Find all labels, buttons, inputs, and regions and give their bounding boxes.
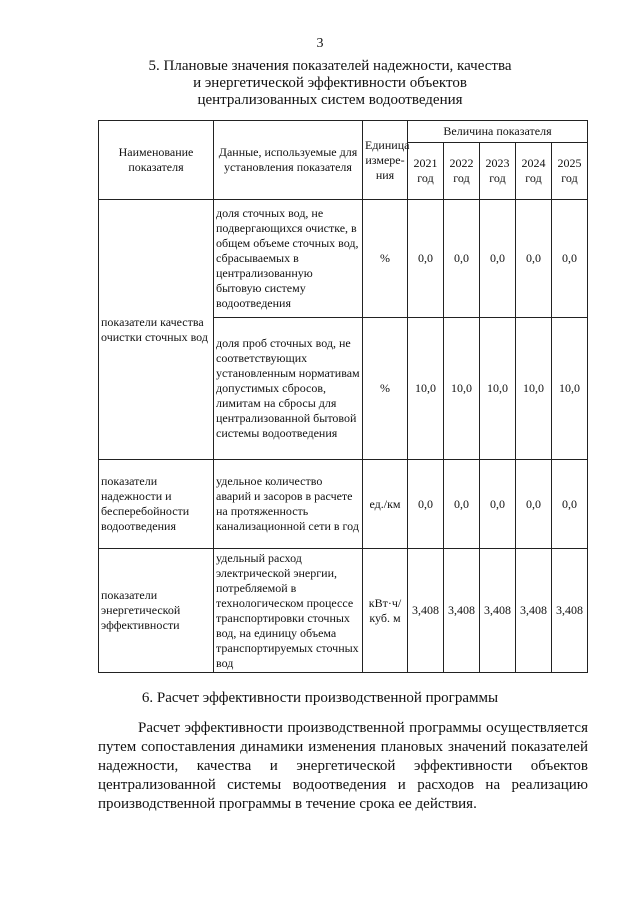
indicator-value: 0,0: [552, 200, 588, 318]
indicator-value: 3,408: [552, 549, 588, 673]
section-5-title-line: централизованных систем водоотведения: [197, 92, 463, 108]
section-5-title: [90, 58, 570, 109]
indicator-value: 0,0: [408, 200, 444, 318]
header-data: Данные, используемые для установления показателя: [214, 121, 363, 200]
table-row: [99, 200, 588, 318]
header-name: Наименование показателя: [99, 121, 214, 200]
indicator-data: удельный расход электрической энергии, потребляемой в технологическом процессе транспортировки сточных вод, на единицу объема транспортируемых сточных вод: [214, 549, 363, 673]
indicator-unit: %: [363, 200, 408, 318]
indicator-data: доля проб сточных вод, не соответствующих установленным нормативам допустимых сбросов, лимитам на сбросы для централизованной бытовой системы водоотведения: [214, 318, 363, 460]
indicator-data: доля сточных вод, не подвергающихся очистке, в общем объеме сточных вод, сбрасываемых в централизованную бытовую систему водоотведения: [214, 200, 363, 318]
indicator-value: 0,0: [516, 200, 552, 318]
indicator-unit: %: [363, 318, 408, 460]
indicator-group-name: показатели энергетической эффективности: [99, 549, 214, 673]
page-number: 3: [316, 36, 324, 51]
indicator-unit: ед./км: [363, 460, 408, 549]
indicator-value: 3,408: [480, 549, 516, 673]
indicator-value: 10,0: [552, 318, 588, 460]
section-6-title: 6. Расчет эффективности производственной программы: [141, 690, 499, 706]
indicator-value: 0,0: [552, 460, 588, 549]
indicator-value: 0,0: [444, 200, 480, 318]
indicator-group-name: показатели надежности и бесперебойности водоотведения: [99, 460, 214, 549]
section-6-paragraph: Расчет эффективности производственной программы осуществляется путем сопоставления динамики изменения плановых значений показателей надежности, качества и энергетической эффективности объектов централизованной системы водоотведения и расходов на реализацию производственной программы в течение срока ее действия.: [98, 720, 588, 812]
indicator-value: 10,0: [480, 318, 516, 460]
header-year: 2022 год: [444, 143, 480, 200]
header-value-group: Величина показателя: [408, 121, 588, 143]
indicator-value: 3,408: [408, 549, 444, 673]
indicator-value: 0,0: [444, 460, 480, 549]
section-5-title-line: 5. Плановые значения показателей надежности, качества: [148, 58, 512, 74]
table-row: [99, 460, 588, 549]
indicator-group-name: показатели качества очистки сточных вод: [99, 200, 214, 460]
section-5-title-line: и энергетической эффективности объектов: [193, 75, 467, 91]
indicator-value: 10,0: [444, 318, 480, 460]
indicator-value: 3,408: [516, 549, 552, 673]
indicator-value: 10,0: [408, 318, 444, 460]
indicator-value: 0,0: [516, 460, 552, 549]
indicators-table: [98, 120, 588, 673]
indicator-value: 0,0: [480, 200, 516, 318]
table-row: [99, 549, 588, 673]
indicator-data: удельное количество аварий и засоров в расчете на протяженность канализационной сети в год: [214, 460, 363, 549]
header-year: 2025 год: [552, 143, 588, 200]
indicator-value: 3,408: [444, 549, 480, 673]
header-year: 2023 год: [480, 143, 516, 200]
indicator-value: 10,0: [516, 318, 552, 460]
indicator-value: 0,0: [480, 460, 516, 549]
table-header-row: [99, 121, 588, 143]
header-unit: Единица измере-ния: [363, 121, 408, 200]
header-year: 2024 год: [516, 143, 552, 200]
header-year: 2021 год: [408, 143, 444, 200]
indicator-value: 0,0: [408, 460, 444, 549]
indicator-unit: кВт·ч/ куб. м: [363, 549, 408, 673]
